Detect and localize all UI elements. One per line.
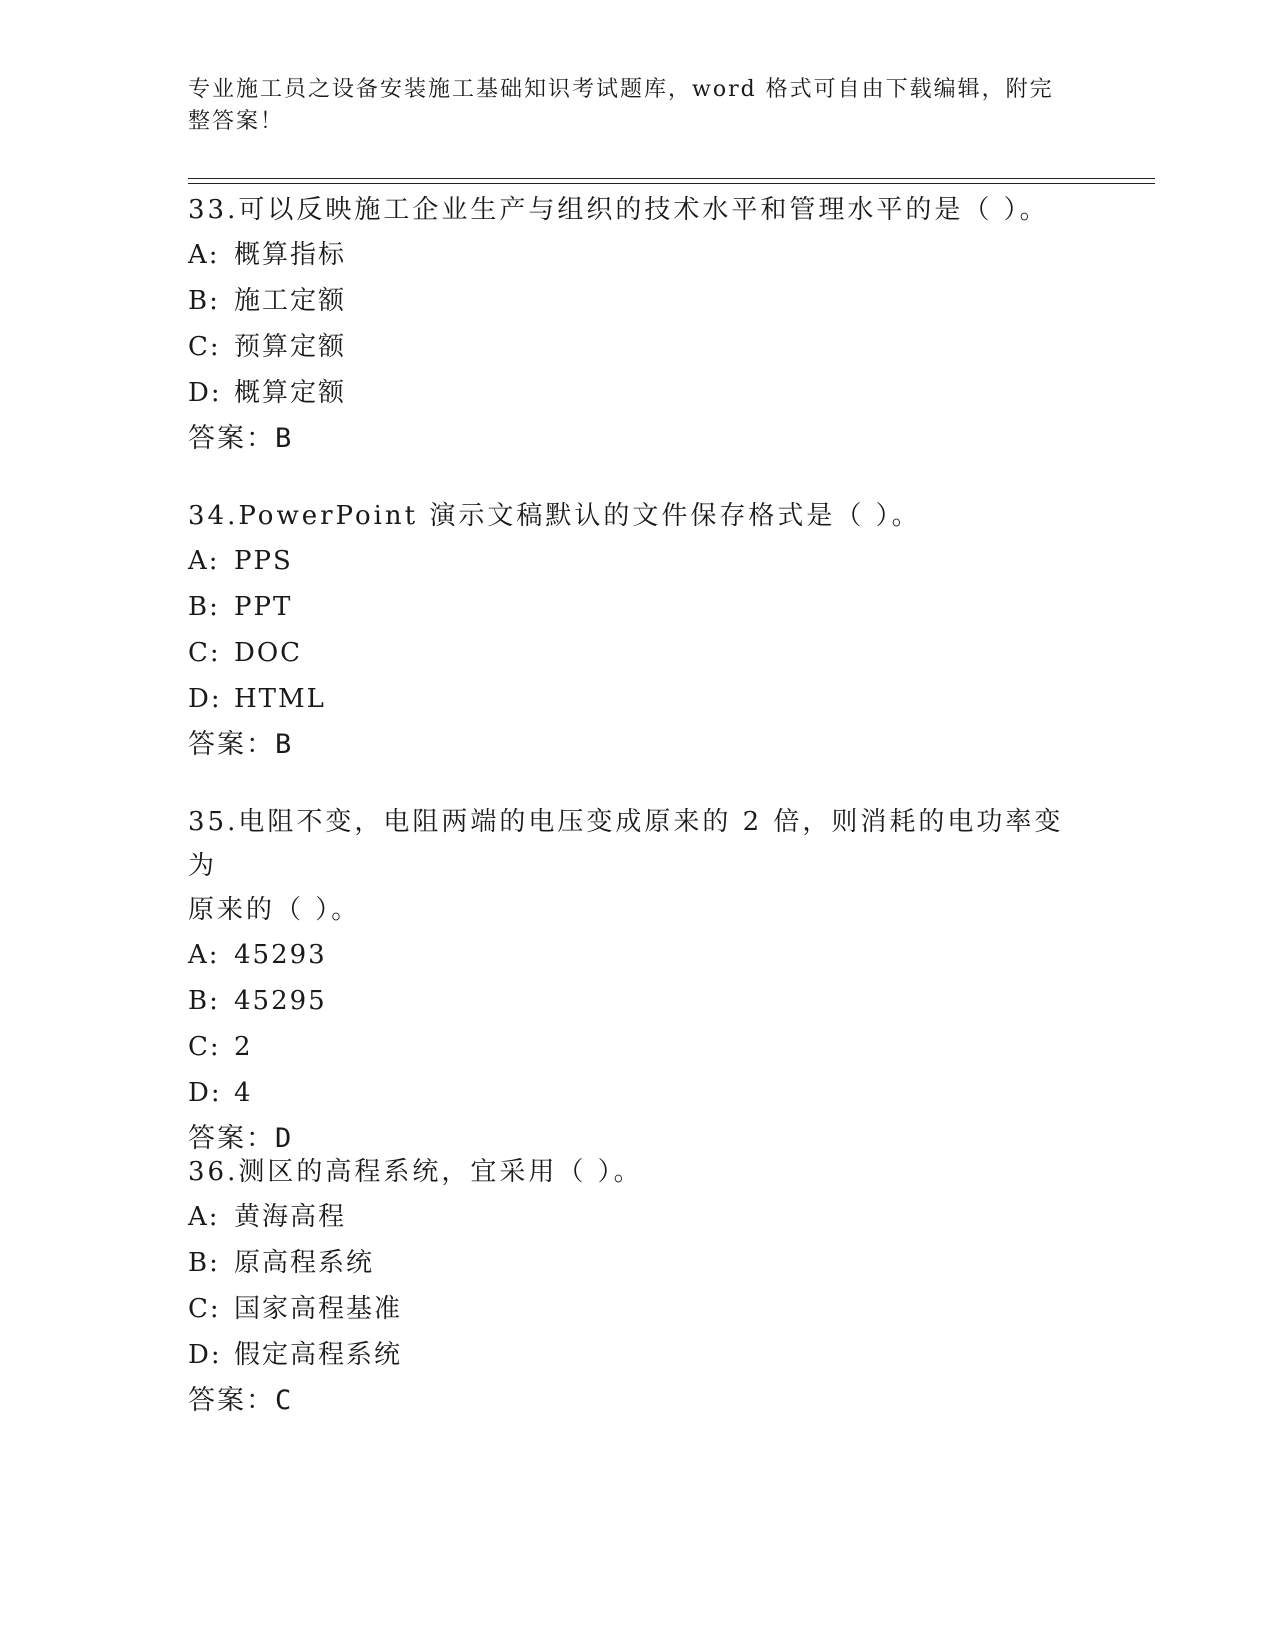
option-text: 国家高程基准 <box>234 1294 403 1324</box>
option-text: 概算定额 <box>234 378 347 408</box>
question-34 <box>188 494 1088 768</box>
answer-label: 答案： <box>188 423 275 454</box>
answer-value: D <box>275 1123 294 1154</box>
option-text: 2 <box>234 1032 253 1062</box>
option-letter: D: <box>188 684 222 714</box>
option-c <box>188 1286 1088 1332</box>
header-line-2: 整答案！ <box>188 109 285 134</box>
document-header <box>188 74 1068 138</box>
option-letter: C: <box>188 1294 221 1324</box>
option-letter: C: <box>188 1032 221 1062</box>
question-stem: 36.测区的高程系统，宜采用（ ）。 <box>188 1157 643 1187</box>
option-letter: B: <box>188 986 220 1016</box>
header-line-1: 专业施工员之设备安装施工基础知识考试题库，word 格式可自由下载编辑，附完 <box>188 77 1054 102</box>
option-d <box>188 370 1088 416</box>
option-letter: B: <box>188 286 220 316</box>
option-c <box>188 630 1088 676</box>
option-a <box>188 232 1088 278</box>
option-b <box>188 978 1088 1024</box>
option-b <box>188 278 1088 324</box>
option-d <box>188 1332 1088 1378</box>
option-b <box>188 1240 1088 1286</box>
option-text: DOC <box>234 638 303 668</box>
option-text: 45293 <box>234 940 327 970</box>
header-divider-bottom <box>188 183 1155 184</box>
question-stem: 34.PowerPoint 演示文稿默认的文件保存格式是（ ）。 <box>188 501 921 531</box>
option-c <box>188 1024 1088 1070</box>
question-stem: 33.可以反映施工企业生产与组织的技术水平和管理水平的是（ ）。 <box>188 195 1049 225</box>
option-d <box>188 676 1088 722</box>
header-divider-top <box>188 178 1155 179</box>
option-text: HTML <box>234 684 326 714</box>
answer-line <box>188 1378 1088 1424</box>
option-letter: A: <box>188 940 220 970</box>
question-36 <box>188 1150 1088 1424</box>
option-letter: B: <box>188 1248 220 1278</box>
answer-value: C <box>275 1385 294 1416</box>
option-text: 45295 <box>234 986 327 1016</box>
option-letter: A: <box>188 546 220 576</box>
option-letter: C: <box>188 638 221 668</box>
question-stem-line-1: 35.电阻不变，电阻两端的电压变成原来的 2 倍，则消耗的电功率变为 <box>188 807 1064 881</box>
option-letter: C: <box>188 332 221 362</box>
question-33 <box>188 188 1088 462</box>
option-a <box>188 538 1088 584</box>
option-letter: A: <box>188 1202 220 1232</box>
option-text: 施工定额 <box>234 286 347 316</box>
option-text: 黄海高程 <box>234 1202 347 1232</box>
option-text: 原高程系统 <box>234 1248 375 1278</box>
option-text: 预算定额 <box>234 332 347 362</box>
option-text: 概算指标 <box>234 240 347 270</box>
answer-label: 答案： <box>188 729 275 760</box>
answer-label: 答案： <box>188 1385 275 1416</box>
option-text: 4 <box>234 1078 253 1108</box>
option-letter: A: <box>188 240 220 270</box>
answer-line <box>188 416 1088 462</box>
answer-value: B <box>275 423 294 454</box>
answer-label: 答案： <box>188 1123 275 1154</box>
option-letter: D: <box>188 1078 222 1108</box>
option-text: PPS <box>234 546 293 576</box>
option-a <box>188 1194 1088 1240</box>
option-a <box>188 932 1088 978</box>
option-letter: B: <box>188 592 220 622</box>
option-text: PPT <box>234 592 293 622</box>
option-text: 假定高程系统 <box>234 1340 403 1370</box>
option-b <box>188 584 1088 630</box>
answer-line <box>188 722 1088 768</box>
option-d <box>188 1070 1088 1116</box>
option-letter: D: <box>188 378 222 408</box>
option-c <box>188 324 1088 370</box>
question-35 <box>188 800 1088 1162</box>
answer-value: B <box>275 729 294 760</box>
question-stem-line-2: 原来的（ ）。 <box>188 895 361 925</box>
option-letter: D: <box>188 1340 222 1370</box>
